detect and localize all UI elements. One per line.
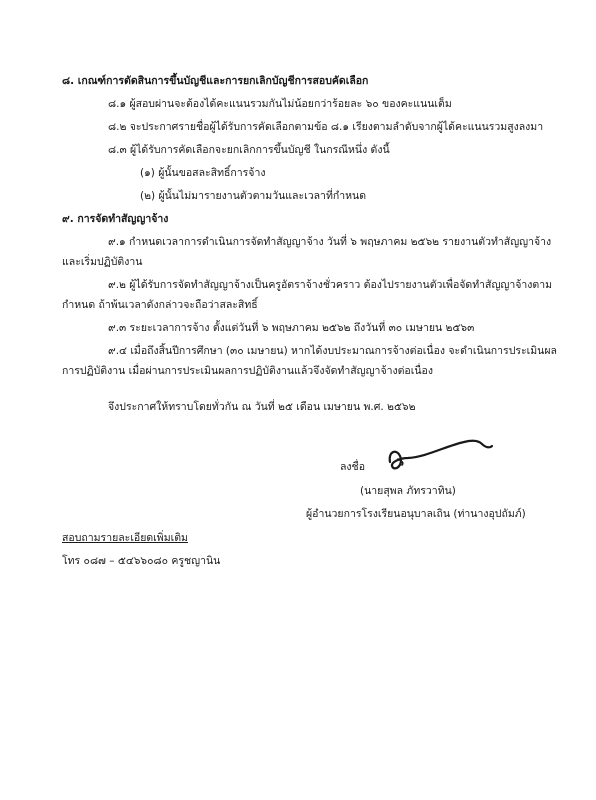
signatory-position: ผู้อำนวยการโรงเรียนอนุบาลเถิน (ท่านางอุปถัมภ์) — [306, 508, 526, 520]
section-9-item-1-line-2: และเริ่มปฏิบัติงาน — [62, 256, 143, 268]
section-9-item-3: ๙.๓ ระยะเวลาการจ้าง ตั้งแต่วันที่ ๖ พฤษภาคม ๒๕๖๒ ถึงวันที่ ๓๐ เมษายน ๒๕๖๓ — [108, 322, 475, 334]
section-9-item-4-line-2: การปฏิบัติงาน เมื่อผ่านการประเมินผลการปฏิบัติงานแล้วจึงจัดทำสัญญาจ้างต่อเนื่อง — [62, 365, 433, 377]
section-8-sub-2: (๒) ผู้นั้นไม่มารายงานตัวตามวันและเวลาที่กำหนด — [140, 190, 367, 202]
contact-heading: สอบถามรายละเอียดเพิ่มเติม — [62, 532, 188, 544]
section-8-sub-1: (๑) ผู้นั้นขอสละสิทธิ์การจ้าง — [140, 167, 266, 179]
section-8-item-3: ๘.๓ ผู้ได้รับการคัดเลือกจะยกเลิกการขึ้นบัญชี ในกรณีหนึ่ง ดังนี้ — [108, 144, 390, 156]
section-9-item-1-line-1: ๙.๑ กำหนดเวลาการดำเนินการจัดทำสัญญาจ้าง วันที่ ๖ พฤษภาคม ๒๕๖๒ รายงานตัวทำสัญญาจ้าง — [108, 236, 552, 248]
section-9-item-4-line-1: ๙.๔ เมื่อถึงสิ้นปีการศึกษา (๓๐ เมษายน) หากได้งบประมาณการจ้างต่อเนื่อง จะดำเนินการประเมินผล — [108, 345, 557, 357]
handwritten-signature — [386, 432, 496, 480]
sign-label: ลงชื่อ — [340, 461, 365, 473]
section-9-heading: ๙. การจัดทำสัญญาจ้าง — [62, 213, 169, 225]
section-8-item-2: ๘.๒ จะประกาศรายชื่อผู้ได้รับการคัดเลือกตามข้อ ๘.๑ เรียงตามลำดับจากผู้ได้คะแนนรวมสูงลงมา — [108, 121, 544, 133]
announcement-text: จึงประกาศให้ทราบโดยทั่วกัน ณ วันที่ ๒๕ เดือน เมษายน พ.ศ. ๒๕๖๒ — [108, 401, 416, 413]
section-8-heading: ๘. เกณฑ์การตัดสินการขึ้นบัญชีและการยกเลิกบัญชีการสอบคัดเลือก — [62, 75, 369, 87]
section-9-item-2-line-1: ๙.๒ ผู้ได้รับการจัดทำสัญญาจ้างเป็นครูอัตราจ้างชั่วคราว ต้องไปรายงานตัวเพื่อจัดทำสัญญาจ้างตาม — [108, 279, 553, 291]
contact-phone: โทร ๐๘๗ – ๕๔๖๖๐๘๐ ครูชญานิน — [62, 555, 221, 567]
signatory-name: (นายสุพล ภัทรวาทิน) — [360, 485, 456, 497]
section-9-item-2-line-2: กำหนด ถ้าพ้นเวลาดังกล่าวจะถือว่าสละสิทธิ์ — [62, 299, 258, 311]
section-8-item-1: ๘.๑ ผู้สอบผ่านจะต้องได้คะแนนรวมกันไม่น้อยกว่าร้อยละ ๖๐ ของคะแนนเต็ม — [108, 98, 452, 110]
